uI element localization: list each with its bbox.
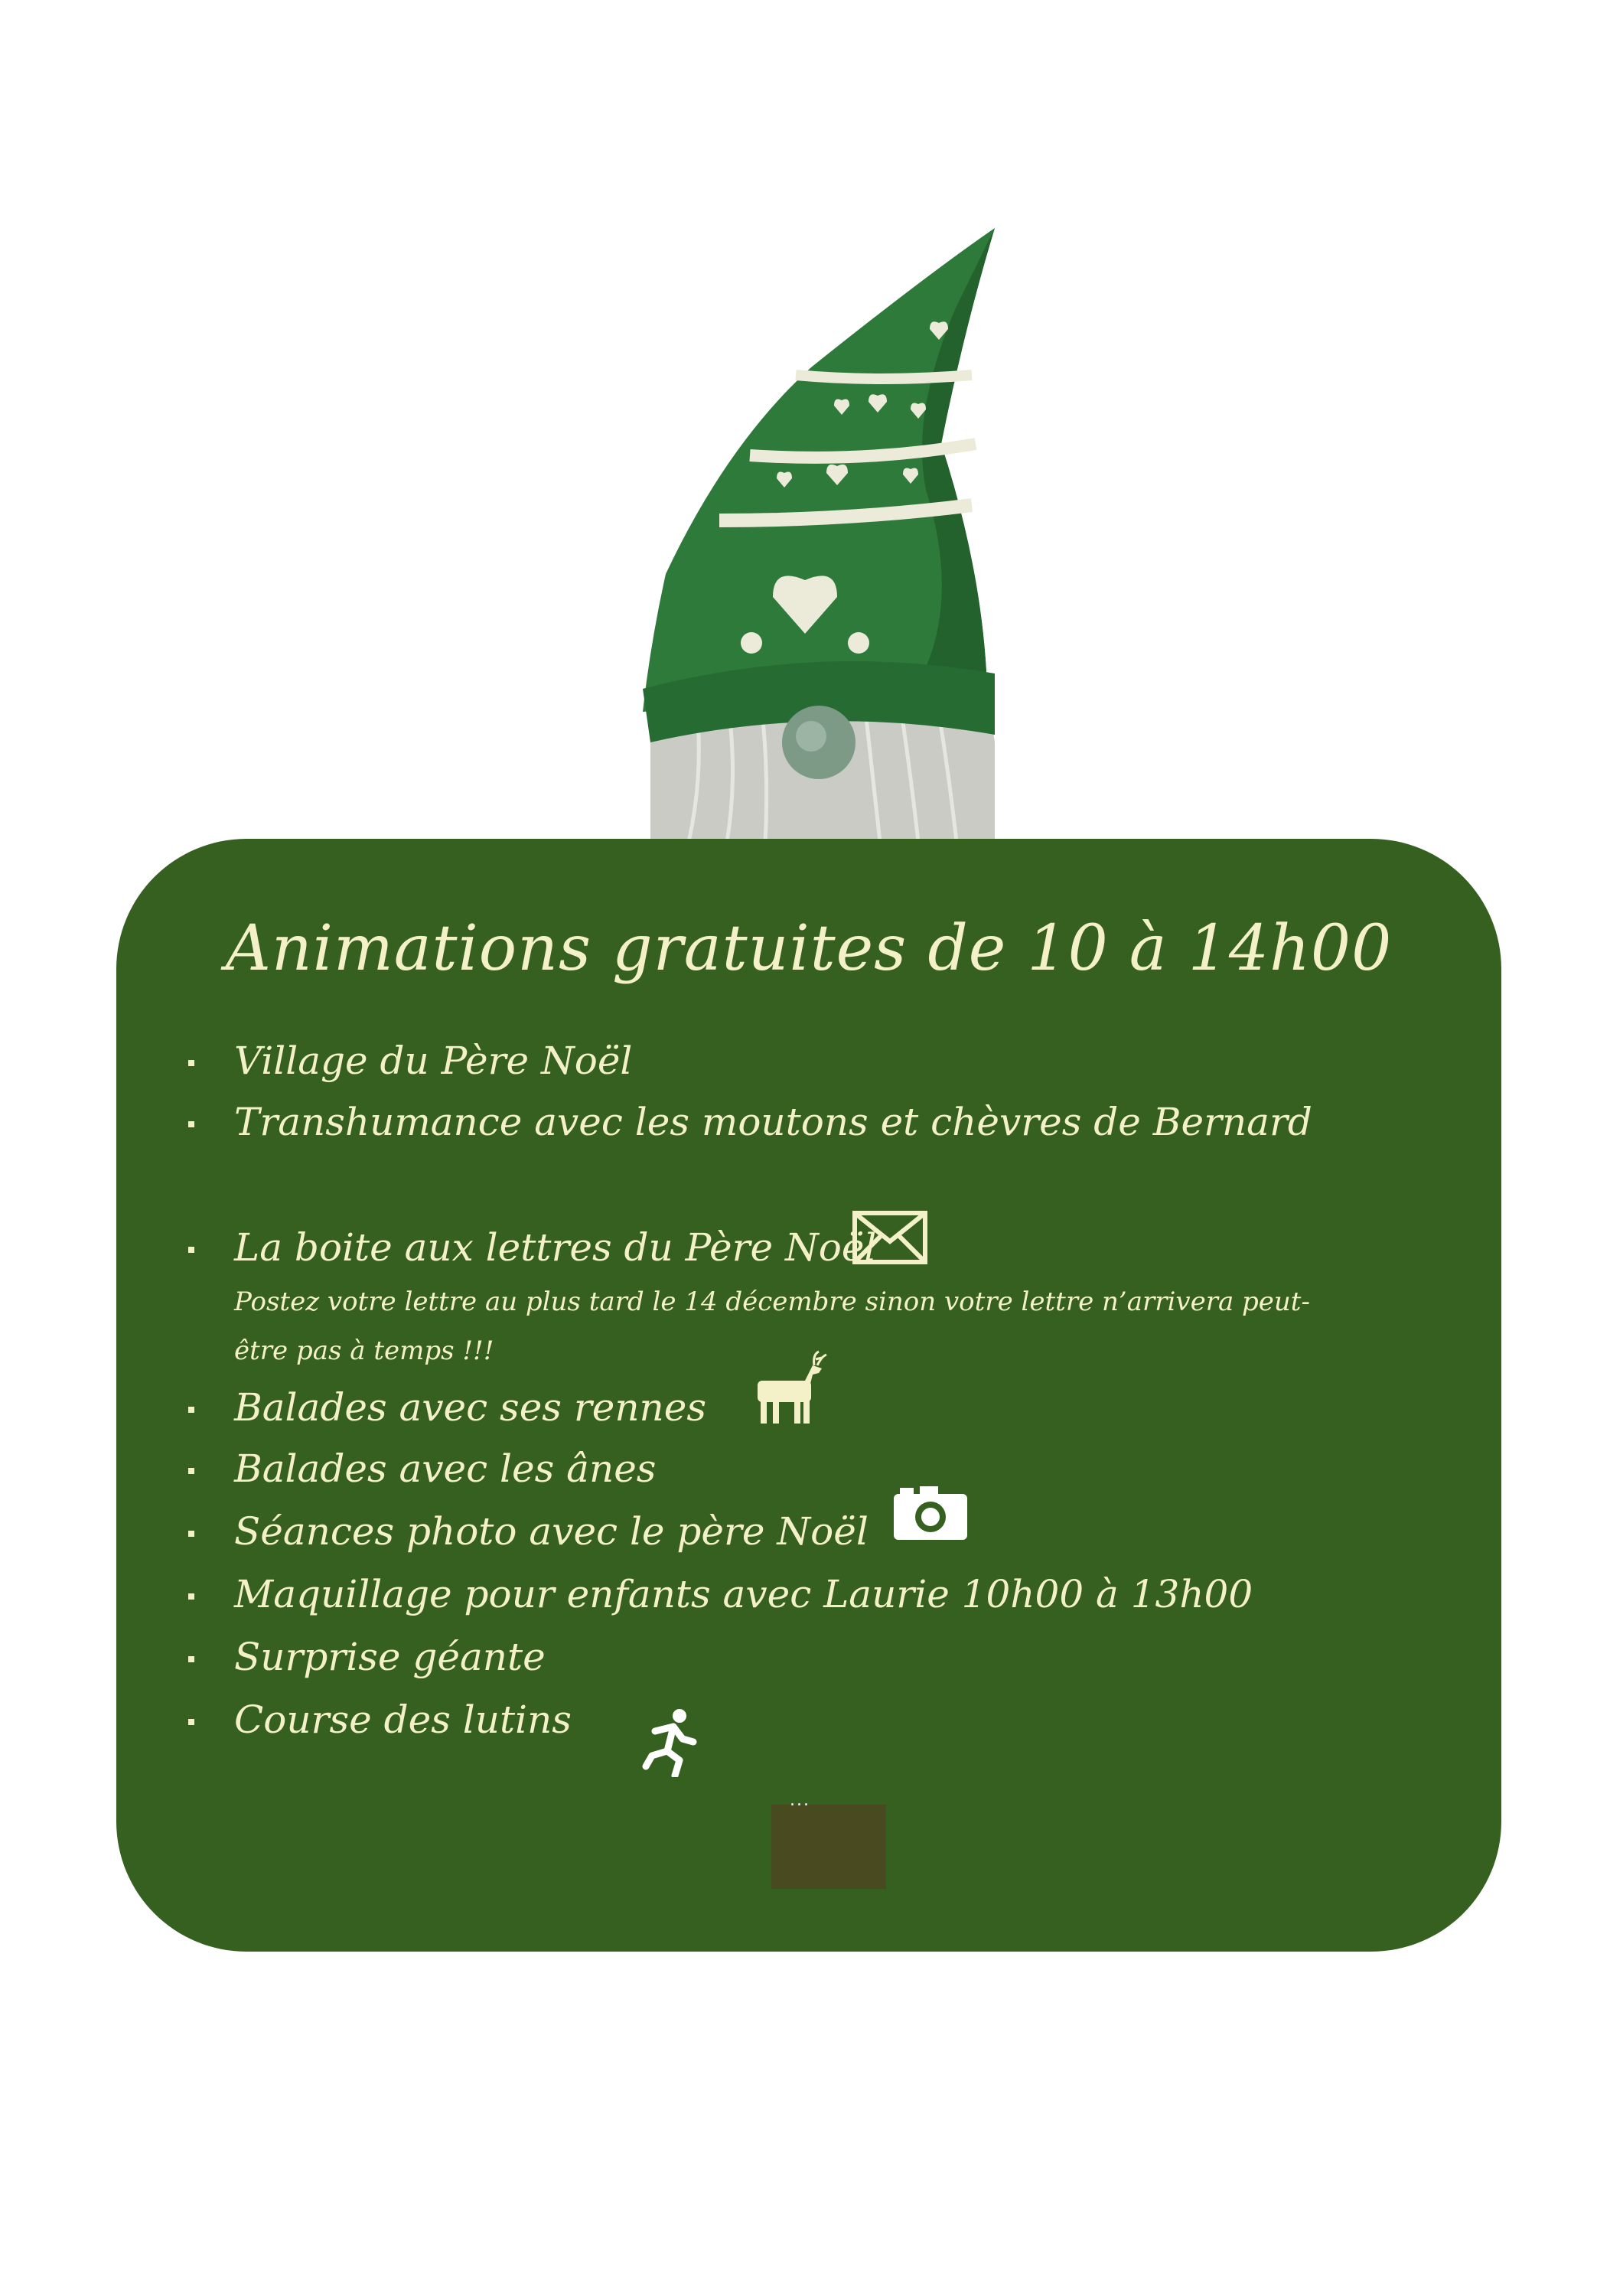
bullet bbox=[188, 1593, 194, 1600]
reindeer-icon bbox=[751, 1350, 828, 1427]
list-item: Maquillage pour enfants avec Laurie 10h00 à 13h00 bbox=[234, 1572, 1253, 1616]
bullet bbox=[188, 1656, 194, 1662]
bullet bbox=[188, 1719, 194, 1725]
running-person-icon bbox=[640, 1708, 701, 1777]
more-marker bbox=[771, 1805, 886, 1889]
panel-title: Animations gratuites de 10 à 14h00 bbox=[225, 912, 1393, 985]
more-dots: ... bbox=[790, 1791, 810, 1810]
bullet bbox=[188, 1247, 194, 1253]
bullet bbox=[188, 1121, 194, 1127]
list-item: Course des lutins bbox=[234, 1698, 572, 1742]
list-item: Village du Père Noël bbox=[234, 1039, 633, 1083]
camera-icon bbox=[892, 1485, 969, 1541]
list-item: Balades avec ses rennes bbox=[234, 1385, 706, 1430]
note-line: Postez votre lettre au plus tard le 14 décembre sinon votre lettre n’arrivera peut- bbox=[234, 1287, 1310, 1317]
bullet bbox=[188, 1407, 194, 1413]
list-item: La boite aux lettres du Père Noël bbox=[234, 1225, 877, 1270]
activities-panel bbox=[116, 839, 1501, 1952]
gnome-illustration bbox=[635, 214, 1010, 842]
list-item: Surprise géante bbox=[234, 1635, 546, 1679]
note-line: être pas à temps !!! bbox=[234, 1336, 494, 1366]
list-item: Balades avec les ânes bbox=[234, 1446, 657, 1491]
list-item: Séances photo avec le père Noël bbox=[234, 1509, 869, 1554]
bullet bbox=[188, 1060, 194, 1066]
bullet bbox=[188, 1468, 194, 1474]
envelope-icon bbox=[852, 1211, 927, 1264]
bullet bbox=[188, 1531, 194, 1537]
list-item: Transhumance avec les moutons et chèvres de Bernard bbox=[234, 1100, 1312, 1144]
